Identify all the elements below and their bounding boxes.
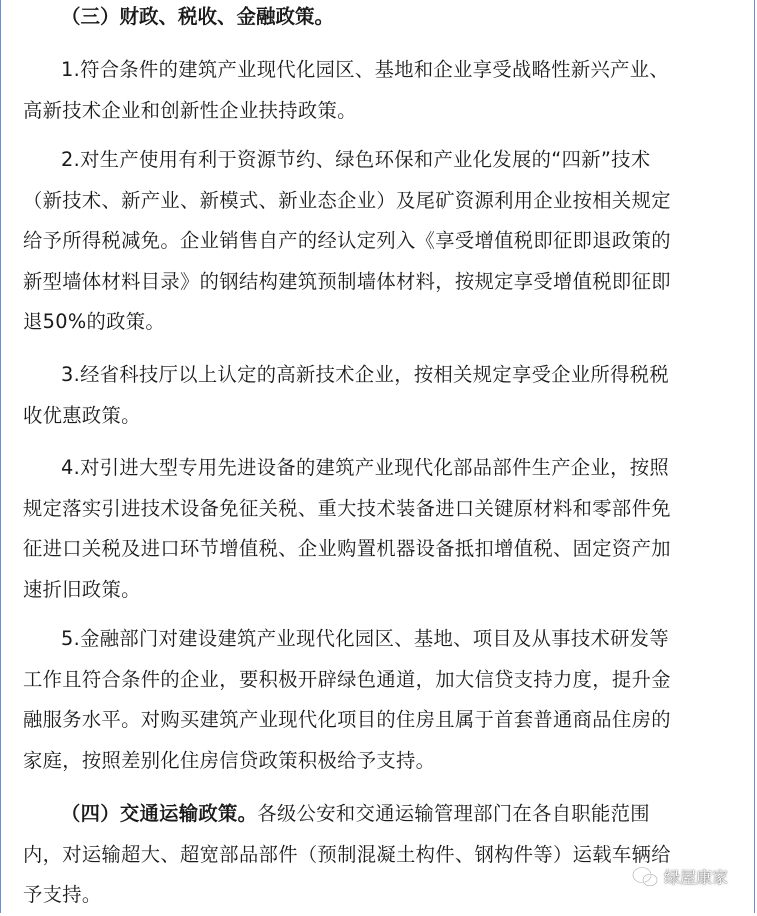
text-line: 规定落实引进技术设备免征关税、重大技术装备进口关键原材料和零部件免 (23, 496, 671, 520)
text-line: 家庭，按照差别化住房信贷政策积极给予支持。 (23, 748, 436, 772)
policy-item-2 (23, 140, 735, 343)
text-line: 4.对引进大型专用先进设备的建筑产业现代化部品部件生产企业，按照 (61, 456, 670, 479)
watermark (632, 865, 728, 888)
section-4-paragraph (23, 794, 735, 916)
text-line (23, 794, 735, 835)
text-line: （新技术、新产业、新模式、新业态企业）及尾矿资源利用企业按相关规定 (23, 188, 671, 212)
policy-item-5 (23, 619, 735, 781)
text-line: 3.经省科技厅以上认定的高新技术企业，按相关规定享受企业所得税税 (61, 363, 670, 386)
text-line: 内，对运输超大、超宽部品部件（预制混凝土构件、钢构件等）运载车辆给 (23, 842, 671, 866)
wechat-icon (632, 866, 658, 888)
text-line: 征进口关税及进口环节增值税、企业购置机器设备抵扣增值税、固定资产加 (23, 537, 671, 560)
text-line: 工作且符合条件的企业，要积极开辟绿色通道，加大信贷支持力度，提升金 (23, 667, 671, 691)
section-4-first-line: 各级公安和交通运输管理部门在各自职能范围 (257, 802, 650, 825)
text-line: 融服务水平。对购买建筑产业现代化项目的住房且属于首套普通商品住房的 (23, 708, 671, 731)
policy-item-4 (23, 448, 735, 610)
policy-item-1 (23, 50, 735, 131)
watermark-text: 绿屋康家 (663, 868, 728, 887)
text-line: 高新技术企业和创新性企业扶持政策。 (23, 98, 357, 122)
section-4-heading: （四）交通运输政策。 (61, 802, 258, 825)
text-line: 收优惠政策。 (23, 403, 141, 427)
text-line: 速折旧政策。 (23, 577, 141, 601)
text-line: 退50%的政策。 (23, 310, 166, 333)
text-line: 新型墙体材料目录》的钢结构建筑预制墙体材料，按规定享受增值税即征即 (23, 269, 671, 293)
policy-item-3 (23, 355, 735, 436)
section-3-heading: （三）财政、税收、金融政策。 (61, 5, 335, 28)
text-line: 5.金融部门对建设建筑产业现代化园区、基地、项目及从事技术研发等 (61, 627, 670, 650)
text-line: 2.对生产使用有利于资源节约、绿色环保和产业化发展的“四新”技术 (61, 148, 651, 171)
text-line: 给予所得税减免。企业销售自产的经认定列入《享受增值税即征即退政策的 (23, 229, 671, 252)
text-line: 予支持。 (23, 883, 102, 906)
text-line: 1.符合条件的建筑产业现代化园区、基地和企业享受战略性新兴产业、 (61, 58, 670, 81)
